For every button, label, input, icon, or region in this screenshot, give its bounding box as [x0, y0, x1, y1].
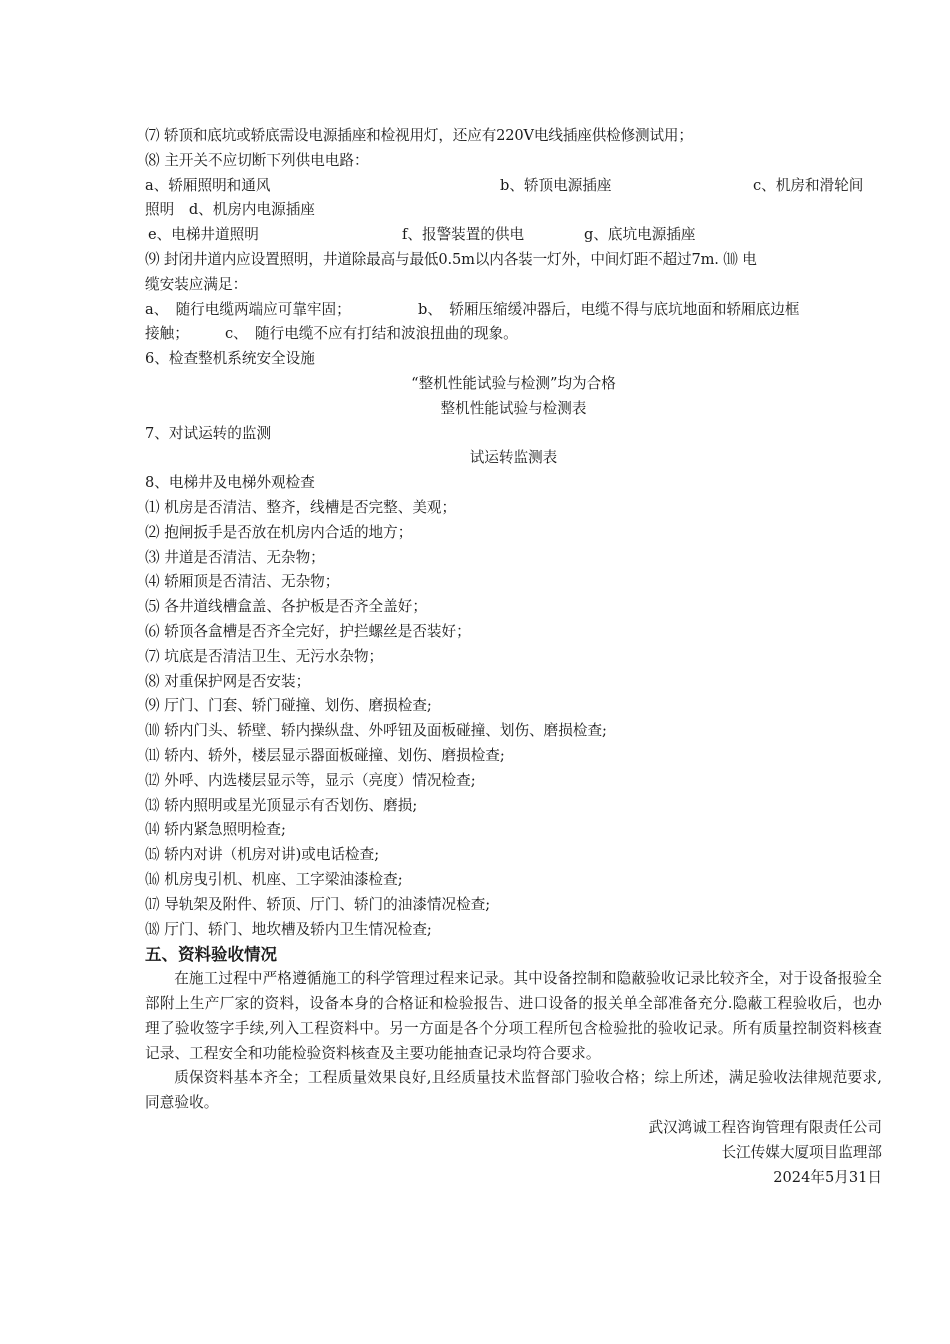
cable-row-1 — [145, 298, 882, 323]
section-5-paragraph-2: 质保资料基本齐全；工程质量效果良好,且经质量技术监督部门验收合格；综上所述，满足验收法律规范要求,同意验收。 — [145, 1069, 882, 1112]
power-circuits-row-2 — [145, 198, 882, 223]
cable-b: b、 轿厢压缩缓冲器后，电缆不得与底坑地面和轿厢底边框 — [418, 300, 800, 318]
list-item: ⑶ 井道是否清洁、无杂物； — [145, 548, 325, 566]
list-item: ⑴ 机房是否清洁、整齐，线槽是否完整、美观； — [145, 498, 457, 516]
list-item: ⑹ 轿顶各盒槽是否齐全完好，护拦螺丝是否装好； — [145, 622, 471, 640]
list-item: ⒁ 轿内紧急照明检查; — [145, 821, 286, 839]
section-6-table-caption: 整机性能试验与检测表 — [440, 399, 587, 417]
list-item: ⒄ 导轨架及附件、轿顶、厅门、轿门的油漆情况检查; — [145, 895, 491, 913]
list-item: ⒃ 机房曳引机、机座、工字梁油漆检查; — [145, 870, 403, 888]
section-5-heading: 五、资料验收情况 — [145, 945, 277, 965]
section-7-table-caption: 试运转监测表 — [469, 449, 558, 467]
power-circuits-row-3 — [145, 223, 882, 248]
list-item: ⑼ 厅门、门套、轿门碰撞、划伤、磨损检查; — [145, 697, 432, 715]
list-item: ⒅ 厅门、轿门、地坎槽及轿内卫生情况检查; — [145, 920, 432, 938]
cable-b-cont: 接触； — [145, 325, 189, 343]
section-8-title: 8、电梯井及电梯外观检查 — [145, 474, 315, 492]
section-5-paragraph-1: 在施工过程中严格遵循施工的科学管理过程来记录。其中设备控制和隐蔽验收记录比较齐全，对于设备报验全部附上生产厂家的资料，设备本身的合格证和检验报告、进口设备的报关单全部准备充分.隐蔽工程验收后，也办理了验收签字手续,列入工程资料中。另一方面是各个分项工程所包含检验批的验收记录。所有质量控制资料核查记录、工程安全和功能检验资料核查及主要功能抽查记录均符合要求。 — [145, 970, 882, 1062]
circuit-g: g、底坑电源插座 — [584, 226, 696, 244]
list-item: ⒂ 轿内对讲（机房对讲)或电话检查; — [145, 846, 380, 864]
list-item: ⑸ 各井道线槽盒盖、各护板是否齐全盖好； — [145, 598, 427, 616]
item-8-main-switch: ⑻ 主开关不应切断下列供电电路： — [145, 151, 369, 169]
signature-company: 武汉鸿诚工程咨询管理有限责任公司 — [648, 1119, 882, 1137]
power-circuits-row-1 — [145, 174, 882, 199]
circuit-e: e、电梯井道照明 — [148, 226, 259, 244]
list-item: ⑺ 坑底是否清洁卫生、无污水杂物； — [145, 647, 384, 665]
item-9-lighting-cont: 缆安装应满足： — [145, 275, 248, 293]
list-item: ⑽ 轿内门头、轿壁、轿内操纵盘、外呼钮及面板碰撞、划伤、磨损检查; — [145, 722, 607, 740]
cable-row-2 — [145, 322, 882, 347]
section-6-title: 6、检查整机系统安全设施 — [145, 350, 315, 368]
circuit-c: c、机房和滑轮间 — [753, 176, 864, 194]
list-item: ⑻ 对重保护网是否安装； — [145, 672, 311, 690]
list-item: ⒀ 轿内照明或星光顶显示有否划伤、磨损; — [145, 796, 418, 814]
circuit-a: a、轿厢照明和通风 — [145, 176, 271, 194]
cable-c: c、 随行电缆不应有打结和波浪扭曲的现象。 — [225, 325, 518, 343]
item-9-lighting: ⑼ 封闭井道内应设置照明，井道除最高与最低0.5m以内各装一灯外，中间灯距不超过7m. ⑽ 电 — [145, 250, 757, 268]
cable-a: a、 随行电缆两端应可靠牢固； — [145, 300, 351, 318]
list-item: ⑷ 轿厢顶是否清洁、无杂物； — [145, 573, 340, 591]
list-item: ⑾ 轿内、轿外，楼层显示器面板碰撞、划伤、磨损检查; — [145, 746, 505, 764]
list-item: ⑿ 外呼、内选楼层显示等，显示（亮度）情况检查; — [145, 771, 476, 789]
section-7-title: 7、对试运转的监测 — [145, 424, 272, 442]
circuit-b: b、轿顶电源插座 — [500, 176, 612, 194]
section-6-result: “整机性能试验与检测”均为合格 — [411, 374, 616, 392]
circuit-f: f、报警装置的供电 — [402, 226, 525, 244]
section-8-list — [145, 496, 882, 942]
item-7-socket: ⑺ 轿顶和底坑或轿底需设电源插座和检视用灯，还应有220V电线插座供检修测试用； — [145, 127, 693, 144]
circuit-d: d、机房内电源插座 — [188, 201, 315, 219]
list-item: ⑵ 抱闸扳手是否放在机房内合适的地方； — [145, 523, 413, 541]
circuit-c-cont: 照明 — [145, 201, 175, 219]
signature-date: 2024年5月31日 — [773, 1168, 882, 1186]
signature-department: 长江传媒大厦项目监理部 — [721, 1143, 882, 1161]
